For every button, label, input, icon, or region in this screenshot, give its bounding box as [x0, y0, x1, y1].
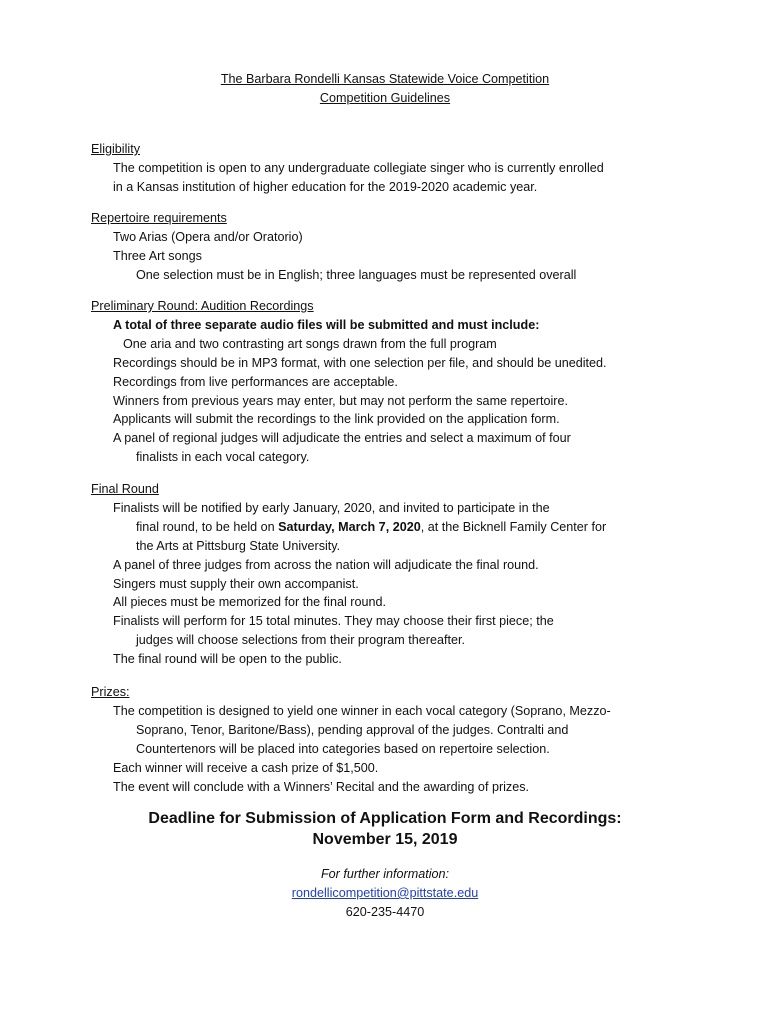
- preliminary-item: Recordings should be in MP3 format, with one selection per file, and should be unedited.: [113, 355, 607, 370]
- repertoire-item: Two Arias (Opera and/or Oratorio): [113, 229, 303, 244]
- prizes-item: Each winner will receive a cash prize of $1,500.: [113, 760, 379, 775]
- final-round-item: [91, 518, 691, 537]
- preliminary-item: finalists in each vocal category.: [136, 450, 310, 465]
- preliminary-requirement: A total of three separate audio files will be submitted and must include:: [113, 317, 540, 332]
- final-round-item: the Arts at Pittsburg State University.: [136, 538, 341, 553]
- final-round-item: All pieces must be memorized for the final round.: [113, 595, 386, 610]
- repertoire-item: Three Art songs: [113, 248, 202, 263]
- deadline-date: November 15, 2019: [312, 831, 458, 848]
- preliminary-section: [91, 297, 691, 467]
- prizes-item: Countertenors will be placed into categories based on repertoire selection.: [136, 741, 550, 756]
- contact-email-link[interactable]: rondellicompetition@pittstate.edu: [291, 885, 479, 900]
- prizes-item: Soprano, Tenor, Baritone/Bass), pending approval of the judges. Contralti and: [136, 722, 569, 737]
- contact-phone: 620-235-4470: [345, 904, 425, 919]
- final-round-item: Finalists will be notified by early January, 2020, and invited to participate in the: [113, 500, 550, 515]
- document-header: [0, 70, 770, 108]
- final-round-item: A panel of three judges from across the nation will adjudicate the final round.: [113, 557, 539, 572]
- final-round-item: The final round will be open to the public.: [113, 652, 342, 667]
- repertoire-section: [91, 209, 691, 285]
- prizes-section: [91, 683, 691, 796]
- prizes-item: The event will conclude with a Winners’ Recital and the awarding of prizes.: [113, 779, 530, 794]
- final-round-item: Finalists will perform for 15 total minutes. They may choose their first piece; the: [113, 614, 554, 629]
- final-round-section: [91, 480, 691, 669]
- prizes-item: The competition is designed to yield one winner in each vocal category (Soprano, Mezzo-: [113, 703, 611, 718]
- preliminary-item: Winners from previous years may enter, but may not perform the same repertoire.: [113, 393, 568, 408]
- deadline-title: Deadline for Submission of Application Form and Recordings:: [148, 810, 622, 827]
- preliminary-item: A panel of regional judges will adjudicate the entries and select a maximum of four: [113, 431, 571, 446]
- final-round-date: Saturday, March 7, 2020: [278, 519, 421, 534]
- final-round-item: Singers must supply their own accompanist.: [113, 576, 359, 591]
- eligibility-text: The competition is open to any undergraduate collegiate singer who is currently enrolled: [113, 160, 604, 175]
- final-round-item: judges will choose selections from their program thereafter.: [136, 633, 465, 648]
- prizes-heading: Prizes:: [91, 685, 130, 699]
- final-round-heading: Final Round: [91, 482, 159, 496]
- contact-block: [0, 865, 770, 922]
- eligibility-heading: Eligibility: [91, 142, 140, 156]
- deadline-block: [0, 808, 770, 850]
- document-subtitle: Competition Guidelines: [319, 90, 451, 105]
- repertoire-heading: Repertoire requirements: [91, 211, 227, 225]
- eligibility-section: [91, 140, 691, 197]
- eligibility-text: in a Kansas institution of higher education for the 2019-2020 academic year.: [113, 179, 538, 194]
- final-round-text: , at the Bicknell Family Center for: [420, 519, 607, 534]
- preliminary-heading: Preliminary Round: Audition Recordings: [91, 299, 314, 313]
- repertoire-note: One selection must be in English; three languages must be represented overall: [136, 267, 577, 282]
- document-title: The Barbara Rondelli Kansas Statewide Voice Competition: [220, 72, 550, 86]
- final-round-text: final round, to be held on: [136, 519, 279, 534]
- contact-label: For further information:: [320, 867, 450, 881]
- preliminary-item: Recordings from live performances are acceptable.: [113, 374, 398, 389]
- preliminary-item: Applicants will submit the recordings to the link provided on the application form.: [113, 412, 560, 427]
- preliminary-item: One aria and two contrasting art songs drawn from the full program: [123, 336, 497, 351]
